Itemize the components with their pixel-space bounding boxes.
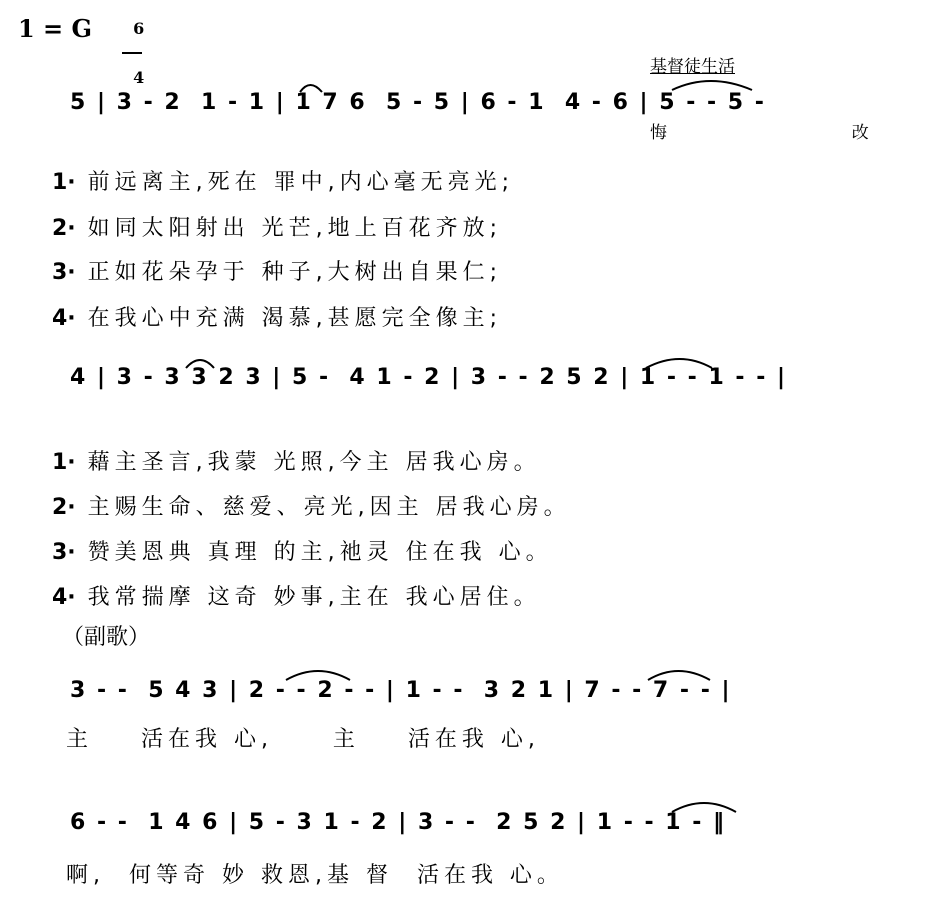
verse-number: 4· — [52, 585, 76, 610]
arrangement-credit: 悔 改 — [650, 123, 927, 143]
chorus-line-1-notation: 3 - - 5 4 3 | 2 - - 2 - - | 1 - - 3 2 1 | 7 - - 7 - - | — [70, 678, 732, 703]
key-signature: 1 = G — [18, 14, 93, 43]
verse-number: 1· — [52, 450, 76, 475]
time-signature-bottom: 4 — [133, 68, 145, 87]
system-2-notation: 4 | 3 - 3 3 2 3 | 5 - 4 1 - 2 | 3 - - 2 5 2 | 1 - - 1 - - | — [70, 365, 788, 390]
chorus-line-1-lyrics: 主 活在我 心, 主 活在我 心, — [66, 727, 540, 752]
verse-number: 2· — [52, 495, 76, 520]
system-1-notation: 5 | 3 - 2 1 - 1 | 1 7 6 5 - 5 | 6 - 1 4 - 6 | 5 - - 5 - — [70, 90, 766, 115]
chorus-line-2-lyrics: 啊, 何等奇 妙 救恩,基 督 活在我 心。 — [66, 863, 564, 888]
verse-text: 赞美恩典 真理 的主,祂灵 住在我 心。 — [87, 540, 553, 565]
time-signature — [122, 6, 145, 87]
verse-text: 正如花朵孕于 种子,大树出自果仁; — [87, 260, 503, 285]
verse-text: 主赐生命、慈爱、亮光,因主 居我心房。 — [87, 495, 571, 520]
verse-text: 我常揣摩 这奇 妙事,主在 我心居住。 — [87, 585, 541, 610]
chorus-line-2-notation: 6 - - 1 4 6 | 5 - 3 1 - 2 | 3 - - 2 5 2 | 1 - - 1 - ‖ — [70, 810, 727, 835]
chorus-label: （副歌） — [62, 625, 151, 650]
verse-number: 3· — [52, 260, 76, 285]
time-signature-bar — [122, 52, 142, 54]
verse-text: 前远离主,死在 罪中,内心毫无亮光; — [87, 170, 515, 195]
verse-number: 2· — [52, 216, 76, 241]
verse-text: 在我心中充满 渴慕,甚愿完全像主; — [87, 306, 503, 331]
verse-number: 4· — [52, 306, 76, 331]
system-2-verse-4 — [28, 555, 541, 611]
verse-text: 如同太阳射出 光芒,地上百花齐放; — [87, 216, 503, 241]
time-signature-top: 6 — [133, 19, 145, 38]
source-credit: 基督徒生活 — [650, 57, 735, 77]
verse-text: 藉主圣言,我蒙 光照,今主 居我心房。 — [87, 450, 541, 475]
system-1-verse-4 — [28, 276, 502, 332]
credit-block — [650, 12, 927, 166]
verse-number: 3· — [52, 540, 76, 565]
verse-number: 1· — [52, 170, 76, 195]
